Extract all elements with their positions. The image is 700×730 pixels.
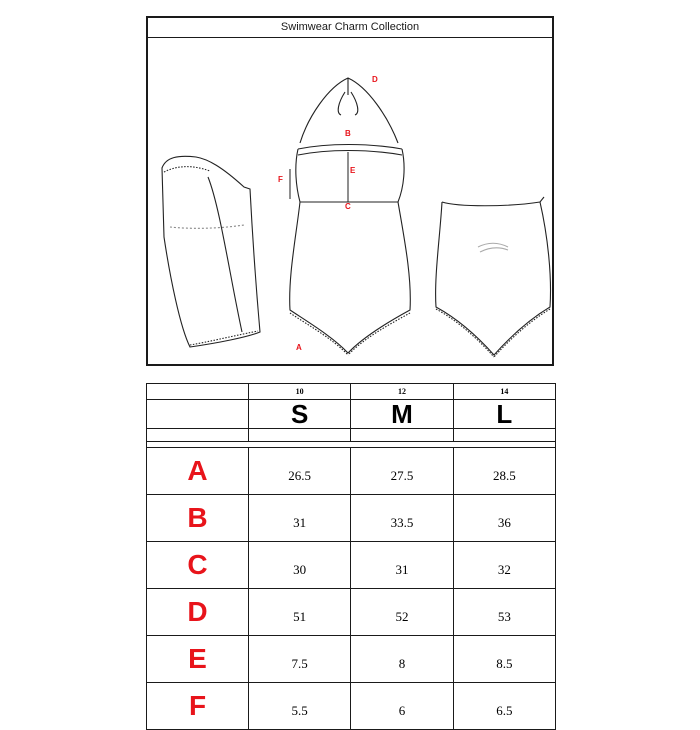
size-letter-l: L bbox=[453, 400, 555, 429]
back-view-sketch bbox=[436, 197, 551, 357]
value-a-l: 28.5 bbox=[453, 448, 555, 495]
row-label-e: E bbox=[147, 636, 249, 683]
table-row bbox=[147, 636, 556, 683]
value-c-m: 31 bbox=[351, 542, 453, 589]
spacer-cell bbox=[249, 429, 351, 442]
size-letter-m: M bbox=[351, 400, 453, 429]
corner-cell bbox=[147, 384, 249, 400]
value-d-s: 51 bbox=[249, 589, 351, 636]
marker-a: A bbox=[296, 343, 302, 352]
value-d-l: 53 bbox=[453, 589, 555, 636]
spacer-row bbox=[147, 429, 556, 442]
size-number-m: 12 bbox=[351, 384, 453, 400]
row-label-a: A bbox=[147, 448, 249, 495]
value-b-l: 36 bbox=[453, 495, 555, 542]
marker-b: B bbox=[345, 129, 351, 138]
value-c-s: 30 bbox=[249, 542, 351, 589]
size-number-s: 10 bbox=[249, 384, 351, 400]
spacer-cell bbox=[453, 429, 555, 442]
drawing-panel bbox=[146, 16, 554, 366]
marker-f: F bbox=[278, 175, 283, 184]
value-e-l: 8.5 bbox=[453, 636, 555, 683]
value-e-m: 8 bbox=[351, 636, 453, 683]
row-label-f: F bbox=[147, 683, 249, 730]
value-b-s: 31 bbox=[249, 495, 351, 542]
table-row bbox=[147, 589, 556, 636]
side-view-sketch bbox=[162, 156, 260, 347]
size-letter-row bbox=[147, 400, 556, 429]
value-f-s: 5.5 bbox=[249, 683, 351, 730]
row-label-d: D bbox=[147, 589, 249, 636]
value-c-l: 32 bbox=[453, 542, 555, 589]
size-number-row bbox=[147, 384, 556, 400]
value-a-s: 26.5 bbox=[249, 448, 351, 495]
swimsuit-technical-drawing bbox=[148, 37, 552, 364]
size-chart-table bbox=[146, 383, 556, 730]
value-f-l: 6.5 bbox=[453, 683, 555, 730]
spacer-cell bbox=[147, 429, 249, 442]
spacer-cell bbox=[351, 429, 453, 442]
row-label-b: B bbox=[147, 495, 249, 542]
marker-c: C bbox=[345, 202, 351, 211]
row-label-c: C bbox=[147, 542, 249, 589]
size-letter-s: S bbox=[249, 400, 351, 429]
corner-cell bbox=[147, 400, 249, 429]
size-number-l: 14 bbox=[453, 384, 555, 400]
value-b-m: 33.5 bbox=[351, 495, 453, 542]
panel-title: Swimwear Charm Collection bbox=[148, 18, 552, 38]
front-view-sketch bbox=[290, 78, 411, 355]
table-row bbox=[147, 683, 556, 730]
table-row bbox=[147, 542, 556, 589]
value-f-m: 6 bbox=[351, 683, 453, 730]
table-row bbox=[147, 495, 556, 542]
value-d-m: 52 bbox=[351, 589, 453, 636]
value-e-s: 7.5 bbox=[249, 636, 351, 683]
marker-e: E bbox=[350, 166, 356, 175]
table-row bbox=[147, 448, 556, 495]
marker-d: D bbox=[372, 75, 378, 84]
value-a-m: 27.5 bbox=[351, 448, 453, 495]
